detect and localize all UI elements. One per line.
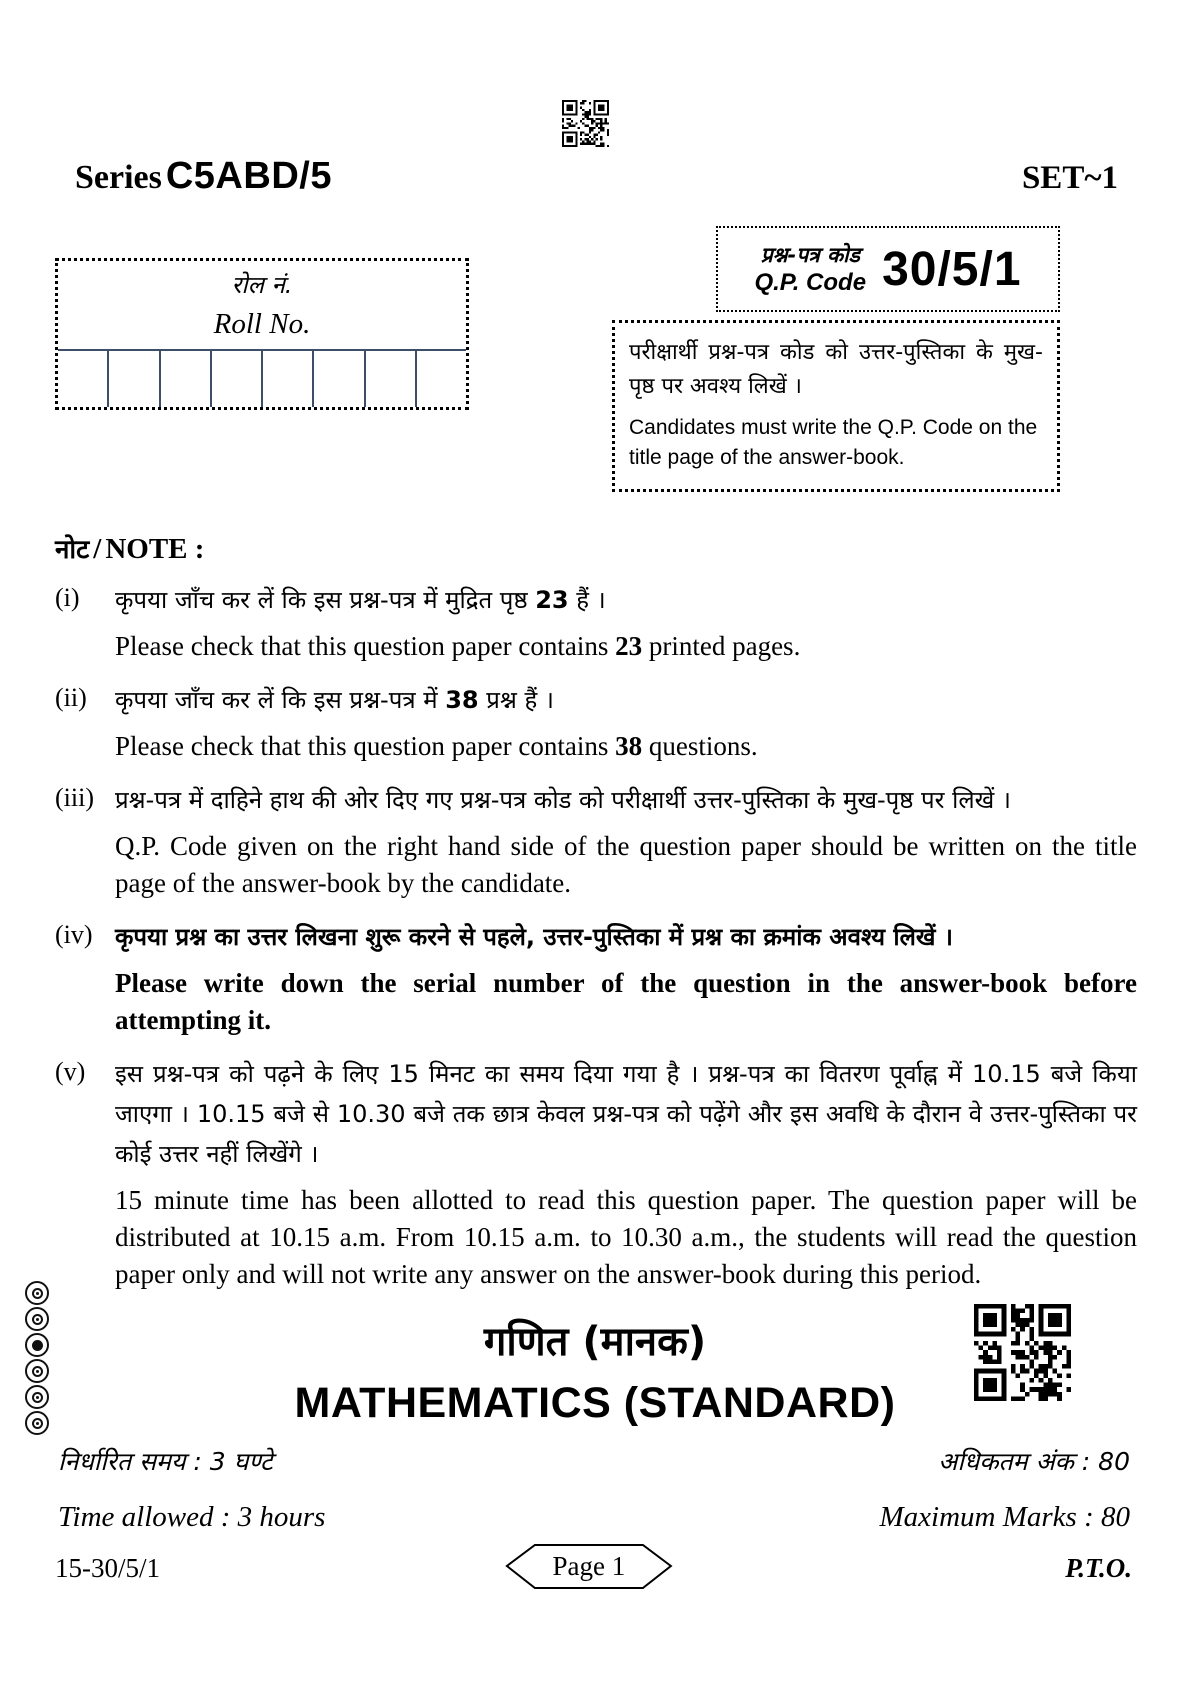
note-heading-hindi: नोट xyxy=(55,535,90,565)
series-label: Series xyxy=(75,159,162,196)
note-heading-english: NOTE : xyxy=(105,533,205,565)
header-row xyxy=(75,155,1118,198)
roll-number-cell xyxy=(212,351,263,407)
note-item-ii xyxy=(55,680,1137,765)
note-item-hindi: कृपया जाँच कर लें कि इस प्रश्न-पत्र में मुद्रित पृष्ठ 23 हैं । xyxy=(115,586,606,614)
pto-label: P.T.O. xyxy=(1065,1553,1132,1583)
maximum-marks-english: Maximum Marks : 80 xyxy=(879,1501,1130,1533)
roll-number-cell xyxy=(263,351,314,407)
note-item-i xyxy=(55,580,1137,665)
roll-number-cell xyxy=(161,351,212,407)
qp-code-labels xyxy=(754,241,866,297)
note-item-number: (i) xyxy=(55,583,80,612)
candidates-instruction-hindi: परीक्षार्थी प्रश्न-पत्र कोड को उत्तर-पुस्तिका के मुख-पृष्ठ पर अवश्य लिखें । xyxy=(629,340,1043,400)
page-number-label: Page 1 xyxy=(552,1551,625,1581)
qp-code-label-hindi: प्रश्न-पत्र कोड xyxy=(760,243,860,267)
note-item-english: Please write down the serial number of the question in the answer-book before attempting it. xyxy=(115,968,1137,1035)
footer xyxy=(55,1543,1132,1593)
subject-title-hindi: गणित (मानक) xyxy=(483,1319,707,1365)
qr-code-icon-title xyxy=(974,1304,1071,1401)
maximum-marks-hindi: अधिकतम अंक : 80 xyxy=(938,1447,1130,1476)
note-item-english: Q.P. Code given on the right hand side of the question paper should be written on the title page of the answer-book by the candidate. xyxy=(115,831,1137,898)
roll-number-cell xyxy=(314,351,365,407)
note-item-number: (ii) xyxy=(55,683,87,712)
series-code: C5ABD/5 xyxy=(165,155,332,197)
footer-paper-code: 15-30/5/1 xyxy=(55,1553,160,1583)
note-item-iii xyxy=(55,780,1137,902)
note-item-iv xyxy=(55,917,1137,1039)
note-item-number: (v) xyxy=(55,1057,86,1086)
roll-number-cell xyxy=(109,351,160,407)
note-heading xyxy=(55,530,1137,566)
qp-code-box xyxy=(716,226,1060,312)
roll-label-hindi: रोल नं. xyxy=(231,271,293,299)
candidates-instruction-english: Candidates must write the Q.P. Code on the title page of the answer-book. xyxy=(629,416,1038,469)
candidates-instruction-box xyxy=(612,320,1060,492)
note-item-v xyxy=(55,1054,1137,1293)
page-number-hexagon xyxy=(503,1543,673,1595)
roll-label-english: Roll No. xyxy=(213,308,311,340)
note-item-hindi: प्रश्न-पत्र में दाहिने हाथ की ओर दिए गए प्रश्न-पत्र कोड को परीक्षार्थी उत्तर-पुस्तिका के मुख-पृष्ठ पर लिखें । xyxy=(115,786,1011,814)
roll-number-cell xyxy=(417,351,466,407)
note-section xyxy=(55,530,1137,1308)
note-item-number: (iii) xyxy=(55,783,94,812)
qp-code-value: 30/5/1 xyxy=(882,242,1022,296)
roll-number-cell xyxy=(366,351,417,407)
subject-title-english: MATHEMATICS (STANDARD) xyxy=(294,1379,896,1427)
series-line xyxy=(75,155,332,198)
set-label: SET~1 xyxy=(1021,160,1118,196)
note-item-hindi: कृपया जाँच कर लें कि इस प्रश्न-पत्र में 38 प्रश्न हैं । xyxy=(115,686,554,714)
qr-code-icon-top xyxy=(562,100,609,147)
note-item-english: Please check that this question paper contains 23 printed pages. xyxy=(115,631,801,661)
time-allowed-hindi: निर्धारित समय : 3 घण्टे xyxy=(58,1447,273,1476)
roll-number-box xyxy=(55,258,469,410)
note-item-hindi: इस प्रश्न-पत्र को पढ़ने के लिए 15 मिनट का समय दिया गया है । प्रश्न-पत्र का वितरण पूर्वाह्न में 10.15 बजे किया जाएगा । 10.15 बजे से 10.30 बजे तक छात्र केवल प्रश्न-पत्र को पढ़ेंगे और इस अवधि के दौरान वे उत्तर-पुस्तिका पर कोई उत्तर नहीं लिखेंगे । xyxy=(115,1060,1137,1168)
time-marks-block xyxy=(58,1444,1130,1534)
note-item-english: Please check that this question paper contains 38 questions. xyxy=(115,731,758,761)
qp-code-label-english: Q.P. Code xyxy=(754,269,867,296)
note-item-english: 15 minute time has been allotted to read this question paper. The question paper will be distributed at 10.15 a.m. From 10.15 a.m. to 10.30 a.m., the students will read the question paper only and will not write any answer on the answer-book during this period. xyxy=(115,1185,1137,1289)
note-heading-separator: / xyxy=(93,533,102,565)
roll-number-grid xyxy=(58,349,466,407)
bullseye-mark-icon xyxy=(25,1281,49,1305)
note-item-hindi: कृपया प्रश्न का उत्तर लिखना शुरू करने से पहले, उत्तर-पुस्तिका में प्रश्न का क्रमांक अवश्य लिखें । xyxy=(115,923,953,951)
note-item-number: (iv) xyxy=(55,920,93,949)
time-allowed-english: Time allowed : 3 hours xyxy=(58,1501,326,1533)
roll-number-cell xyxy=(58,351,109,407)
